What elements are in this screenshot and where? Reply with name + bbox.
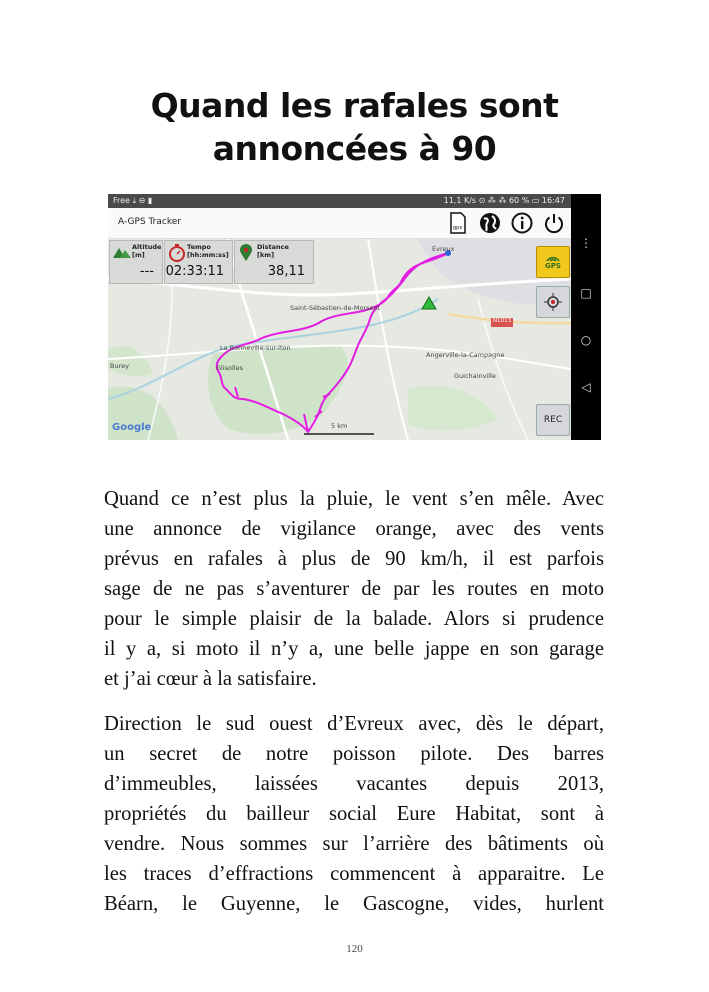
android-nav-bar: [571, 194, 601, 440]
locate-button[interactable]: [536, 286, 570, 318]
power-icon[interactable]: [542, 211, 566, 235]
chapter-title-line-1: Quand les rafales sont: [150, 86, 559, 125]
tempo-stat: [164, 240, 233, 284]
altitude-stat: [109, 240, 163, 284]
distance-value: 38,11: [267, 264, 305, 279]
mountain-icon: [113, 245, 131, 263]
paragraph-line: Béarn, le Guyenne, le Gascogne, vides, hurlent: [104, 893, 604, 915]
paragraph-line: vendre. Nous sommes sur l’arrière des bâtiments où: [104, 833, 604, 855]
gpx-file-icon[interactable]: [446, 211, 470, 235]
rec-button[interactable]: [536, 404, 570, 436]
map-label-evreux: Évreux: [432, 245, 455, 253]
globe-icon[interactable]: [478, 211, 502, 235]
app-title: A-GPS Tracker: [118, 217, 181, 227]
map-label-la-bonneville: La Bonneville-sur-Iton: [220, 344, 291, 352]
altitude-unit: [m]: [132, 251, 145, 259]
signal-icon: [546, 254, 560, 262]
pin-icon: [239, 244, 253, 267]
paragraph-2: [104, 709, 604, 919]
paragraph-line: une annonce de vigilance orange, avec des vents: [104, 518, 604, 540]
gps-tracker-screenshot: [108, 194, 601, 440]
altitude-value: ---: [139, 264, 154, 279]
tempo-unit: [hh:mm:ss]: [187, 251, 229, 259]
paragraph-line: les traces d’effractions commencent à apparaitre. Le: [104, 863, 604, 885]
gps-button[interactable]: [536, 246, 570, 278]
tempo-label: Tempo: [187, 243, 211, 251]
info-icon[interactable]: [510, 211, 534, 235]
map-label-n1013: N1013: [493, 318, 512, 324]
distance-unit: [km]: [257, 251, 275, 259]
chapter-title: [0, 84, 709, 170]
chapter-title-line-2: annoncées à 90: [212, 129, 497, 168]
gps-button-label: GPS: [545, 262, 561, 270]
map-label-angerville: Angerville-la-Campagne: [426, 351, 505, 359]
distance-stat: [234, 240, 314, 284]
paragraph-line: propriétés du bailleur social Eure Habitat, sont à: [104, 803, 604, 825]
paragraph-1: [104, 484, 604, 694]
back-icon[interactable]: ◁: [581, 380, 591, 394]
map-label-burey: Burey: [110, 362, 129, 370]
rec-button-label: REC: [543, 415, 563, 425]
paragraph-line: d’immeubles, laissées vacantes depuis 2013,: [104, 773, 604, 795]
svg-text:gpx: gpx: [453, 225, 463, 231]
paragraph-line: prévus en rafales à plus de 90 km/h, il est parfois: [104, 548, 604, 570]
map-scale-label: 5 km: [331, 422, 348, 430]
paragraph-line: un secret de notre poisson pilote. Des barres: [104, 743, 604, 765]
map-label-guichainville: Guichainville: [454, 372, 496, 380]
page-number: 120: [346, 943, 363, 955]
paragraph-line: Direction le sud ouest d’Evreux avec, dès le départ,: [104, 713, 604, 735]
tempo-value: 02:33:11: [165, 264, 224, 279]
distance-label: Distance: [257, 243, 289, 251]
altitude-label: Altitude: [132, 243, 162, 251]
google-logo: Google: [112, 422, 152, 433]
status-right: 11,1 K/s ⊙ ⁂ ⁂ 60 % ▭ 16:47: [443, 196, 565, 205]
paragraph-line: et j’ai cœur à la satisfaire.: [104, 668, 317, 690]
map-label-glisolles: Glisolles: [216, 364, 244, 372]
app-bar: [108, 208, 571, 239]
phone-status-bar: [108, 194, 571, 208]
paragraph-line: sage de ne pas s’aventurer de par les routes en moto: [104, 578, 604, 600]
map-label-saint-sebastien: Saint-Sébastien-de-Morsent: [290, 304, 381, 312]
paragraph-line: il y a, si moto il n’y a, une belle jappe en son garage: [104, 638, 604, 660]
recents-icon[interactable]: □: [580, 286, 592, 300]
crosshair-icon: [544, 293, 562, 311]
home-icon[interactable]: ○: [580, 333, 592, 347]
paragraph-line: pour le simple plaisir de la balade. Alors si prudence: [104, 608, 604, 630]
status-left: Free ⤓ ⊖ ▮: [113, 196, 153, 205]
paragraph-line: Quand ce n’est plus la pluie, le vent s’en mêle. Avec: [104, 488, 604, 510]
menu-icon[interactable]: ⋮: [580, 236, 592, 250]
